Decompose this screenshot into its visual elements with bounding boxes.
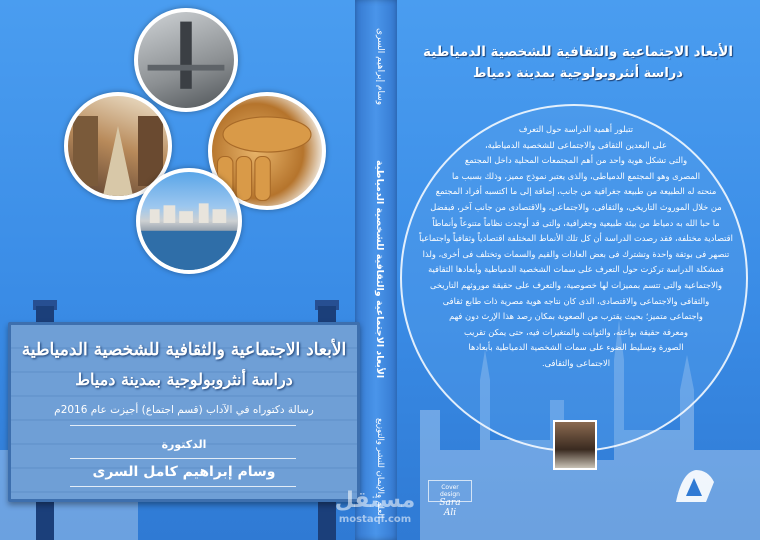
- front-doctor-label: الدكتورة: [161, 438, 207, 451]
- back-title-line2: دراسة أنثروبولوجية بمدينة دمياط: [473, 66, 683, 81]
- author-photo: [553, 420, 597, 470]
- abstract-text: [416, 122, 736, 372]
- abstract-line: منحته له الطبيعة من طبيعة جغرافية من جانب، إضافة إلى ما اكتسبه أفراد المجتمع: [435, 186, 717, 197]
- divider: [70, 458, 296, 459]
- designer-label: Cover design: [440, 484, 460, 498]
- watermark-latin: mostaql.com: [338, 514, 412, 525]
- abstract-line: تنصهر فى بوتقة واحدة وتشترك فى بعض العادات والقيم والسمات وتختلف فى أخرى، ولذا: [422, 248, 730, 259]
- divider: [70, 425, 296, 426]
- abstract-line: والثقافى والاجتماعى والاقتصادى، الذى كان نتاجه هوية مصرية ذات طابع ثقافى: [442, 295, 710, 306]
- publisher-logo-icon: [672, 466, 718, 506]
- abstract-line: والاجتماعية والتى تتسم بمميزات لها خصوصية، والتعرف على حقيقة موروثهم التاريخى: [430, 279, 722, 290]
- front-title-line1: الأبعاد الاجتماعية والثقافية للشخصية الدمياطية: [21, 340, 347, 360]
- front-author: وسام إبراهيم كامل السرى: [92, 464, 276, 480]
- abstract-line: والتى تشكل هوية واحد من أهم المجتمعات المحلية داخل المجتمع: [464, 155, 688, 166]
- abstract-line: فمشكلة الدراسة تركزت حول التعرف على سمات الشخصية الدمياطية وأبعادها الثقافية: [428, 264, 724, 275]
- abstract-line: واجتماعى متميز؛ بحيث يقترب من الصعوبة بمكان رصد هذا الإرث دون فهم: [449, 311, 703, 322]
- abstract-line: تتبلور أهمية الدراسة حول التعرف: [518, 124, 634, 134]
- designer-name: Sara Ali: [439, 498, 461, 518]
- abstract-line: من خلال الموروث التاريخى، والثقافى، والاجتماعى، والاقتصادى من جانب آخر، فبفضل: [430, 201, 722, 212]
- abstract-line: ما حبا الله به دمياط من بيئة طبيعية وجغرافية، والتى قد أوجدت نظاماً متنوعاً وأنماطاً: [432, 217, 720, 228]
- back-title-line1: الأبعاد الاجتماعية والثقافية للشخصية الدمياطية: [423, 44, 733, 60]
- watermark-arabic: مستقل: [334, 488, 416, 513]
- front-title-line2: دراسة أنثروبولوجية بمدينة دمياط: [75, 370, 293, 389]
- photo-circle-old-street: [134, 8, 238, 112]
- spine-author: وسام إبراهيم السرى: [375, 28, 385, 106]
- abstract-line: اقتصادية مختلفة، فقد رصدت الدراسة أن كل تلك الأنماط المختلفة اقتصادياً وثقافياً واجتماعياً: [419, 233, 733, 244]
- abstract-line: المصرى وهو المجتمع الدمياطى، والذى يعتبر نموذج مميز، وذلك بسبب ما: [451, 170, 701, 181]
- spine-title: الأبعاد الاجتماعية والثقافية للشخصية الدمياطية: [374, 160, 385, 379]
- abstract-line: الصورة وتسليط الضوء على سمات الشخصية الدمياطية بأبعادها: [468, 342, 684, 353]
- spine-publisher: العلم والإيمان للنشر والتوزيع: [375, 418, 385, 519]
- abstract-line: الاجتماعى والثقافى.: [541, 357, 611, 368]
- front-degree: رسالة دكتوراه في الآداب (قسم اجتماع) أجيزت عام 2016م: [54, 404, 314, 416]
- abstract-line: ومعرفة حقيقة بواعثه، والثوابت والمتغيرات فيه، حتى يمكن تقريب: [464, 326, 688, 337]
- photo-circle-river-city: [136, 168, 242, 274]
- divider: [70, 486, 296, 487]
- watermark: [310, 488, 440, 526]
- abstract-line: على البعدين الثقافى والاجتماعى للشخصية الدمياطية،: [484, 139, 667, 150]
